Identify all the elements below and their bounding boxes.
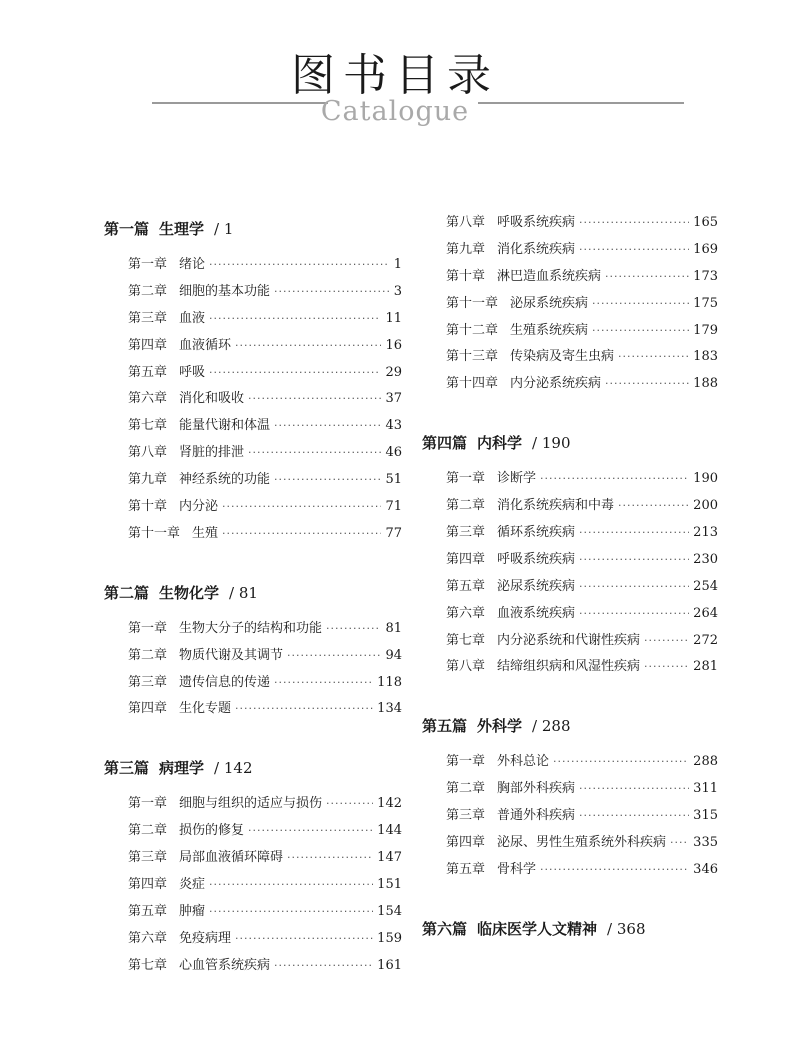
chapter-page: 37: [385, 391, 402, 407]
chapter-title: 结缔组织病和风湿性疾病: [497, 659, 641, 675]
chapter-title: 血液系统疾病: [497, 605, 576, 621]
chapter-number: 第七章: [128, 957, 168, 973]
chapter-page: 71: [385, 499, 402, 515]
part-number: 第一篇: [104, 220, 150, 238]
toc-entry[interactable]: [104, 413, 402, 440]
dot-leader: [287, 845, 373, 872]
chapter-title: 绪论: [179, 257, 206, 272]
toc-entry[interactable]: [104, 252, 402, 279]
chapter-title: 血液循环: [179, 337, 232, 353]
toc-entry[interactable]: [422, 520, 718, 547]
dot-leader: [579, 237, 689, 264]
dot-leader: [579, 803, 689, 830]
chapter-number: 第九章: [128, 472, 168, 488]
chapter-page: 183: [693, 349, 718, 365]
chapter-page: 175: [693, 295, 718, 311]
toc-entry[interactable]: [104, 670, 402, 697]
toc-entry[interactable]: [104, 616, 402, 643]
part-number: 第四篇: [422, 434, 468, 453]
page-subtitle: Catalogue: [320, 96, 470, 127]
page-title: 图书目录: [291, 50, 499, 101]
chapter-title: 诊断学: [497, 471, 537, 487]
chapter-page: 346: [693, 861, 718, 877]
chapter-page: 179: [693, 322, 718, 338]
dot-leader: [579, 210, 689, 237]
toc-entry[interactable]: [422, 371, 718, 398]
chapter-number: 第三章: [446, 808, 486, 824]
toc-entry[interactable]: [104, 845, 402, 872]
chapter-title: 循环系统疾病: [497, 525, 576, 541]
chapter-title: 肿瘤: [179, 903, 206, 919]
toc-entry[interactable]: [422, 628, 718, 655]
chapter-page: 272: [693, 632, 718, 648]
chapter-page: 46: [385, 445, 402, 461]
chapter-page: 281: [693, 659, 718, 675]
chapter-title: 内分泌: [179, 499, 219, 515]
chapter-page: 311: [693, 781, 718, 797]
chapter-title: 免疫病理: [179, 930, 232, 946]
toc-entry[interactable]: [422, 547, 718, 574]
chapter-number: 第七章: [128, 418, 168, 434]
toc-entry[interactable]: [104, 521, 402, 548]
dot-leader: [644, 654, 689, 681]
chapter-page: 335: [693, 835, 718, 851]
part-heading[interactable]: [104, 757, 402, 779]
part-heading[interactable]: [104, 218, 402, 240]
chapter-title: 遗传信息的传递: [179, 674, 271, 690]
dot-leader: [274, 279, 390, 306]
chapter-title: 生化专题: [179, 701, 232, 717]
part-title: 病理学: [159, 759, 205, 778]
chapter-number: 第六章: [446, 605, 486, 621]
section-gap: [422, 398, 718, 424]
chapter-number: 第十三章: [446, 349, 499, 365]
chapter-page: 190: [693, 471, 718, 487]
dot-leader: [222, 521, 381, 548]
toc-entry[interactable]: [104, 360, 402, 387]
chapter-number: 第二章: [446, 781, 486, 797]
chapter-title: 肾脏的排泄: [179, 445, 245, 461]
toc-entry[interactable]: [422, 803, 718, 830]
chapter-number: 第一章: [128, 620, 168, 636]
chapter-title: 心血管系统疾病: [179, 957, 271, 973]
chapter-number: 第六章: [128, 391, 168, 407]
toc-entry[interactable]: [422, 493, 718, 520]
dot-leader: [579, 776, 689, 803]
dot-leader: [274, 953, 373, 980]
chapter-number: 第四章: [446, 835, 486, 851]
dot-leader: [209, 306, 381, 333]
toc-entry[interactable]: [422, 264, 718, 291]
part-title: 临床医学人文精神: [477, 919, 598, 938]
dot-leader: [235, 333, 381, 360]
dot-leader: [235, 926, 373, 953]
chapter-number: 第八章: [128, 445, 168, 461]
dot-leader: [605, 264, 689, 291]
chapter-title: 胸部外科疾病: [497, 781, 576, 797]
chapter-title: 淋巴造血系统疾病: [497, 268, 602, 284]
chapter-title: 呼吸: [179, 364, 206, 380]
part-heading[interactable]: [422, 715, 718, 737]
chapter-number: 第六章: [128, 930, 168, 946]
chapter-page: 144: [377, 823, 402, 839]
chapter-title: 生物大分子的结构和功能: [179, 620, 323, 636]
dot-leader: [592, 318, 689, 345]
toc-entry[interactable]: [104, 643, 402, 670]
dot-leader: [209, 360, 381, 387]
chapter-page: 188: [693, 376, 718, 392]
toc-entry[interactable]: [104, 494, 402, 521]
chapter-page: 81: [385, 620, 402, 636]
chapter-title: 内分泌系统和代谢性疾病: [497, 632, 641, 648]
dot-leader: [209, 899, 373, 926]
chapter-number: 第一章: [128, 257, 168, 272]
chapter-page: 213: [693, 525, 718, 541]
toc-entry[interactable]: [422, 601, 718, 628]
chapter-page: 264: [693, 605, 718, 621]
toc-entry[interactable]: [104, 386, 402, 413]
dot-leader: [670, 830, 689, 857]
part-number: 第五篇: [422, 717, 468, 736]
chapter-title: 损伤的修复: [179, 823, 245, 839]
part-page: / 288: [532, 717, 571, 736]
dot-leader: [209, 252, 390, 279]
chapter-page: 288: [693, 754, 718, 770]
dot-leader: [579, 520, 689, 547]
chapter-number: 第三章: [446, 525, 486, 541]
chapter-title: 物质代谢及其调节: [179, 647, 284, 663]
chapter-title: 泌尿系统疾病: [497, 578, 576, 594]
chapter-number: 第二章: [128, 823, 168, 839]
toc-entry[interactable]: [422, 291, 718, 318]
chapter-page: 77: [385, 525, 402, 541]
dot-leader: [579, 601, 689, 628]
chapter-title: 细胞与组织的适应与损伤: [179, 796, 323, 812]
chapter-number: 第八章: [446, 215, 486, 230]
dot-leader: [605, 371, 689, 398]
chapter-title: 生殖: [192, 525, 219, 541]
chapter-number: 第五章: [128, 364, 168, 380]
section-gap: [104, 723, 402, 749]
chapter-title: 骨科学: [497, 861, 537, 877]
toc-entry[interactable]: [422, 776, 718, 803]
chapter-title: 局部血液循环障碍: [179, 850, 284, 866]
toc-entry[interactable]: [104, 306, 402, 333]
chapter-page: 230: [693, 551, 718, 567]
toc-left-column: [104, 210, 402, 980]
chapter-title: 消化系统疾病: [497, 241, 576, 257]
toc-entry[interactable]: [104, 791, 402, 818]
part-title: 内科学: [477, 434, 523, 453]
toc-entry[interactable]: [104, 818, 402, 845]
chapter-title: 呼吸系统疾病: [497, 551, 576, 567]
chapter-number: 第二章: [128, 283, 168, 299]
toc-right-column: [422, 210, 718, 952]
toc-entry[interactable]: [422, 654, 718, 681]
chapter-page: 16: [385, 337, 402, 353]
toc-entry[interactable]: [104, 279, 402, 306]
dot-leader: [579, 547, 689, 574]
dot-leader: [248, 818, 373, 845]
toc-entry[interactable]: [422, 210, 718, 237]
dot-leader: [579, 574, 689, 601]
chapter-title: 生殖系统疾病: [510, 322, 589, 338]
chapter-number: 第五章: [128, 903, 168, 919]
chapter-title: 能量代谢和体温: [179, 418, 271, 434]
part-title: 生物化学: [159, 583, 220, 602]
toc-entry[interactable]: [422, 574, 718, 601]
part-number: 第二篇: [104, 583, 150, 602]
chapter-number: 第八章: [446, 659, 486, 675]
chapter-number: 第七章: [446, 632, 486, 648]
chapter-title: 泌尿系统疾病: [510, 295, 589, 311]
toc-entry[interactable]: [104, 926, 402, 953]
toc-entry[interactable]: [422, 237, 718, 264]
dot-leader: [248, 440, 381, 467]
part-page: / 190: [532, 434, 571, 453]
dot-leader: [248, 386, 381, 413]
chapter-number: 第一章: [128, 796, 168, 812]
chapter-page: 1: [393, 257, 402, 272]
chapter-page: 151: [377, 877, 402, 893]
chapter-page: 51: [385, 472, 402, 488]
part-title: 外科学: [477, 717, 523, 736]
toc-entry[interactable]: [422, 466, 718, 493]
part-number: 第三篇: [104, 759, 150, 778]
chapter-number: 第四章: [128, 701, 168, 717]
chapter-page: 142: [377, 796, 402, 812]
toc-entry[interactable]: [422, 857, 718, 884]
chapter-number: 第十章: [128, 499, 168, 515]
catalogue-header: [0, 0, 790, 140]
toc-entry[interactable]: [104, 872, 402, 899]
chapter-number: 第二章: [128, 647, 168, 663]
chapter-title: 普通外科疾病: [497, 808, 576, 824]
part-page: / 368: [607, 919, 646, 938]
chapter-page: 147: [377, 850, 402, 866]
dot-leader: [618, 493, 689, 520]
dot-leader: [274, 670, 373, 697]
part-page: / 1: [214, 220, 234, 238]
chapter-page: 159: [377, 930, 402, 946]
dot-leader: [540, 857, 689, 884]
chapter-page: 11: [385, 310, 402, 326]
toc-entry[interactable]: [422, 749, 718, 776]
chapter-number: 第五章: [446, 578, 486, 594]
part-heading[interactable]: [104, 582, 402, 604]
dot-leader: [274, 467, 381, 494]
toc-entry[interactable]: [104, 333, 402, 360]
section-gap: [422, 884, 718, 910]
chapter-number: 第一章: [446, 754, 486, 770]
toc-entry[interactable]: [104, 696, 402, 723]
chapter-number: 第三章: [128, 674, 168, 690]
chapter-page: 161: [377, 957, 402, 973]
toc-entry[interactable]: [422, 318, 718, 345]
chapter-title: 传染病及寄生虫病: [510, 349, 615, 365]
part-title: 生理学: [159, 220, 205, 238]
part-number: 第六篇: [422, 919, 468, 938]
chapter-page: 315: [693, 808, 718, 824]
chapter-number: 第九章: [446, 241, 486, 257]
part-page: / 142: [214, 759, 253, 778]
dot-leader: [235, 696, 373, 723]
chapter-number: 第三章: [128, 310, 168, 326]
chapter-page: 173: [693, 268, 718, 284]
chapter-number: 第十二章: [446, 322, 499, 338]
chapter-number: 第十一章: [128, 525, 181, 541]
dot-leader: [326, 616, 381, 643]
chapter-number: 第四章: [128, 337, 168, 353]
chapter-page: 154: [377, 903, 402, 919]
chapter-page: 200: [693, 498, 718, 514]
chapter-number: 第十四章: [446, 376, 499, 392]
chapter-title: 消化系统疾病和中毒: [497, 498, 615, 514]
chapter-page: 94: [385, 647, 402, 663]
chapter-title: 呼吸系统疾病: [497, 215, 576, 230]
chapter-number: 第一章: [446, 471, 486, 487]
chapter-number: 第十一章: [446, 295, 499, 311]
toc-entry[interactable]: [104, 899, 402, 926]
chapter-page: 134: [377, 701, 402, 717]
chapter-number: 第三章: [128, 850, 168, 866]
dot-leader: [326, 791, 373, 818]
dot-leader: [209, 872, 373, 899]
chapter-number: 第十章: [446, 268, 486, 284]
dot-leader: [287, 643, 381, 670]
dot-leader: [553, 749, 689, 776]
chapter-number: 第四章: [446, 551, 486, 567]
chapter-title: 细胞的基本功能: [179, 283, 271, 299]
chapter-page: 254: [693, 578, 718, 594]
toc-entry[interactable]: [104, 467, 402, 494]
part-page: / 81: [229, 583, 258, 602]
dot-leader: [222, 494, 381, 521]
toc-entry[interactable]: [104, 953, 402, 980]
chapter-page: 43: [385, 418, 402, 434]
part-heading[interactable]: [422, 918, 718, 940]
toc-entry[interactable]: [422, 344, 718, 371]
dot-leader: [618, 344, 689, 371]
chapter-title: 血液: [179, 310, 206, 326]
chapter-title: 神经系统的功能: [179, 472, 271, 488]
chapter-number: 第二章: [446, 498, 486, 514]
section-gap: [104, 548, 402, 574]
dot-leader: [592, 291, 689, 318]
chapter-page: 169: [693, 241, 718, 257]
chapter-title: 泌尿、男性生殖系统外科疾病: [497, 835, 667, 851]
chapter-title: 消化和吸收: [179, 391, 245, 407]
chapter-number: 第五章: [446, 861, 486, 877]
chapter-title: 外科总论: [497, 754, 550, 770]
chapter-page: 118: [377, 674, 402, 690]
chapter-page: 165: [693, 215, 718, 230]
chapter-title: 内分泌系统疾病: [510, 376, 602, 392]
chapter-page: 3: [393, 283, 402, 299]
dot-leader: [540, 466, 689, 493]
part-heading[interactable]: [422, 432, 718, 454]
toc-entry[interactable]: [422, 830, 718, 857]
dot-leader: [644, 628, 689, 655]
chapter-title: 炎症: [179, 877, 206, 893]
dot-leader: [274, 413, 381, 440]
chapter-number: 第四章: [128, 877, 168, 893]
section-gap: [422, 681, 718, 707]
toc-entry[interactable]: [104, 440, 402, 467]
chapter-page: 29: [385, 364, 402, 380]
